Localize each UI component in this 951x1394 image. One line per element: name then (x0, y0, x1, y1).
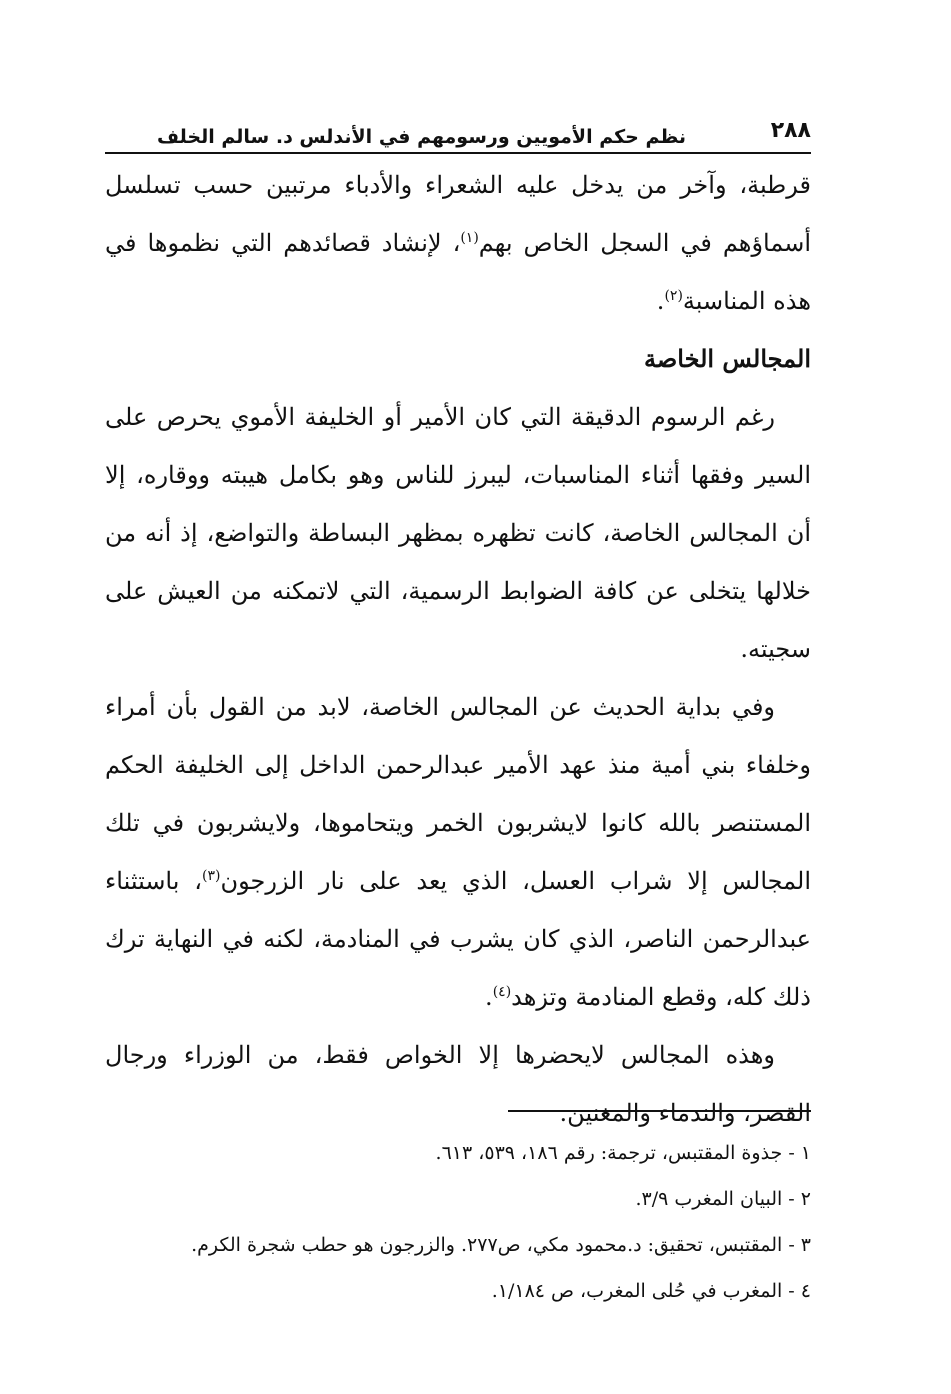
paragraph-3 (105, 678, 811, 1026)
footnote-rule (508, 1110, 811, 1112)
section-heading: المجالس الخاصة (644, 344, 811, 373)
footnote-ref-2: (٢) (664, 288, 683, 304)
footnotes (105, 1130, 811, 1314)
footnote-3: ٣ - المقتبس، تحقيق: د.محمود مكي، ص٢٧٧. والزرجون هو حطب شجرة الكرم. (191, 1234, 811, 1256)
paragraph-1 (105, 156, 811, 330)
footnote-4: ٤ - المغرب في حُلى المغرب، ص ١/١٨٤. (491, 1280, 811, 1302)
header-rule (105, 152, 811, 154)
paragraph-1-tail: ، لإنشاد قصائدهم التي نظموها في هذه المناسبة (105, 229, 811, 315)
footnote-ref-1: (١) (460, 230, 479, 246)
paragraph-3-tail: ، باستثناء عبدالرحمن الناصر، الذي كان يشرب في المنادمة، لكنه في النهاية ترك ذلك كله، وقطع المنادمة وتزهد (105, 867, 811, 1011)
paragraph-3-text: وفي بداية الحديث عن المجالس الخاصة، لابد من القول بأن أمراء وخلفاء بني أمية منذ عهد الأمير عبدالرحمن الداخل إلى الخليفة الحكم المستنصر بالله كانوا لايشربون الخمر ويتحاموها، ولايشربون في تلك المجالس إلا شراب العسل، الذي يعد على نار الزرجون (105, 693, 812, 895)
paragraph-4: وهذه المجالس لايحضرها إلا الخواص فقط، من الوزراء ورجال القصر، والندماء والمغنين. (105, 1041, 811, 1127)
footnote-2: ٢ - البيان المغرب ٣/٩. (635, 1188, 811, 1210)
paragraph-1-end: . (656, 287, 665, 315)
footnote-ref-3: (٣) (201, 868, 221, 884)
footnote-ref-4: (٤) (492, 984, 512, 1000)
page-number: ٢٨٨ (770, 118, 811, 143)
paragraph-3-end: . (485, 983, 493, 1011)
paragraph-2: رغم الرسوم الدقيقة التي كان الأمير أو الخليفة الأموي يحرص على السير وفقها أثناء المناسبات، ليبرز للناس وهو بكامل هيبته ووقاره، إلا أن المجالس الخاصة، كانت تظهره بمظهر البساطة والتواضع، إذ أنه من خلالها يتخلى عن كافة الضوابط الرسمية، التي لاتمكنه من العيش على سجيته. (105, 403, 811, 663)
running-title: نظم حكم الأمويين ورسومهم في الأندلس د. سالم الخلف (157, 126, 686, 148)
paragraph-1-text: قرطبة، وآخر من يدخل عليه الشعراء والأدباء مرتبين حسب تسلسل أسماؤهم في السجل الخاص بهم (105, 171, 812, 257)
page-header (105, 116, 811, 154)
footnote-1: ١ - جذوة المقتبس، ترجمة: رقم ١٨٦، ٥٣٩، ٦١٣. (435, 1142, 811, 1164)
main-text (105, 156, 811, 1142)
